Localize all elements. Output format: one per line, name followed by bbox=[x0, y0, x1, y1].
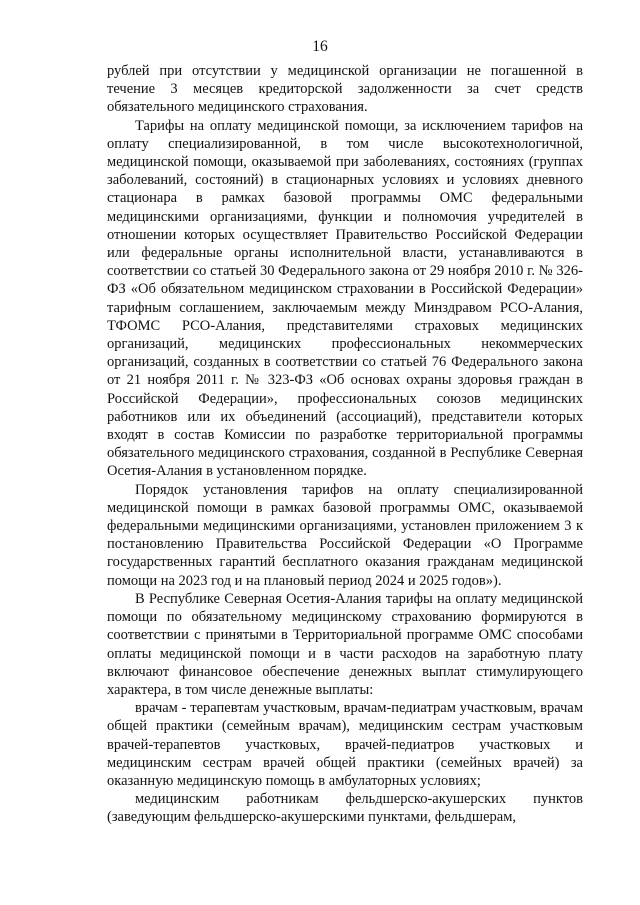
paragraph-payments-doctors: врачам - терапевтам участковым, врачам-педиатрам участковым, врачам общей практики (семейным врачам), медицинским сестрам участковым врачей-терапевтов участковых, врачей-педиатров участковых и медицинским сестрам врачей общей практики (семейных врачей) за оказанную медицинскую помощь в амбулаторных условиях; bbox=[107, 700, 583, 789]
page-number: 16 bbox=[312, 38, 328, 55]
paragraph-republic-tariffs: В Республике Северная Осетия-Алания тарифы на оплату медицинской помощи по обязательному медицинскому страхованию формируются в соответствии с принятыми в Территориальной программе ОМС способами оплаты медицинской помощи и в части расходов на заработную плату включают финансовое обеспечение денежных выплат стимулирующего характера, в том числе денежные выплаты: bbox=[107, 590, 583, 698]
document-body bbox=[107, 62, 583, 827]
paragraph-tariffs: Тарифы на оплату медицинской помощи, за исключением тарифов на оплату специализированной, в том числе высокотехнологичной, медицинской помощи, оказываемой при заболеваниях, состояниях (группах заболеваний, состояний) в стационарных условиях и условиях дневного стационара в рамках базовой программы ОМС федеральными медицинскими организациями, функции и полномочия учредителей в отношении которых осуществляет Правительство Российской Федерации или федеральные органы исполнительной власти, устанавливаются в соответствии со статьей 30 Федерального закона от 29 ноября 2010 г. № 326-ФЗ «Об обязательном медицинском страховании в Российской Федерации» тарифным соглашением, заключаемым между Минздравом РСО-Алания, ТФОМС РСО-Алания, представителями страховых медицинских организаций, медицинских профессиональных некоммерческих организаций, созданных в соответствии со статьей 76 Федерального закона от 21 ноября 2011 г. № 323-ФЗ «Об основах охраны здоровья граждан в Российской Федерации», профессиональных союзов медицинских работников или их объединений (ассоциаций), представители которых входят в состав Комиссии по разработке территориальной программы обязательного медицинского страхования, созданной в Республике Северная Осетия-Алания в установленном порядке. bbox=[107, 117, 583, 480]
paragraph-continuation: рублей при отсутствии у медицинской организации не погашенной в течение 3 месяцев кредиторской задолженности за счет средств обязательного медицинского страхования. bbox=[107, 63, 583, 116]
paragraph-payments-feldsher: медицинским работникам фельдшерско-акушерских пунктов (заведующим фельдшерско-акушерскими пунктами, фельдшерам, bbox=[107, 791, 583, 826]
paragraph-tariff-procedure: Порядок установления тарифов на оплату специализированной медицинской помощи в рамках базовой программы ОМС, оказываемой федеральными медицинскими организациями, установлен приложением 3 к постановлению Правительства Российской Федерации «О Программе государственных гарантий бесплатного оказания гражданам медицинской помощи на 2023 год и на плановый период 2024 и 2025 годов»). bbox=[107, 481, 583, 589]
